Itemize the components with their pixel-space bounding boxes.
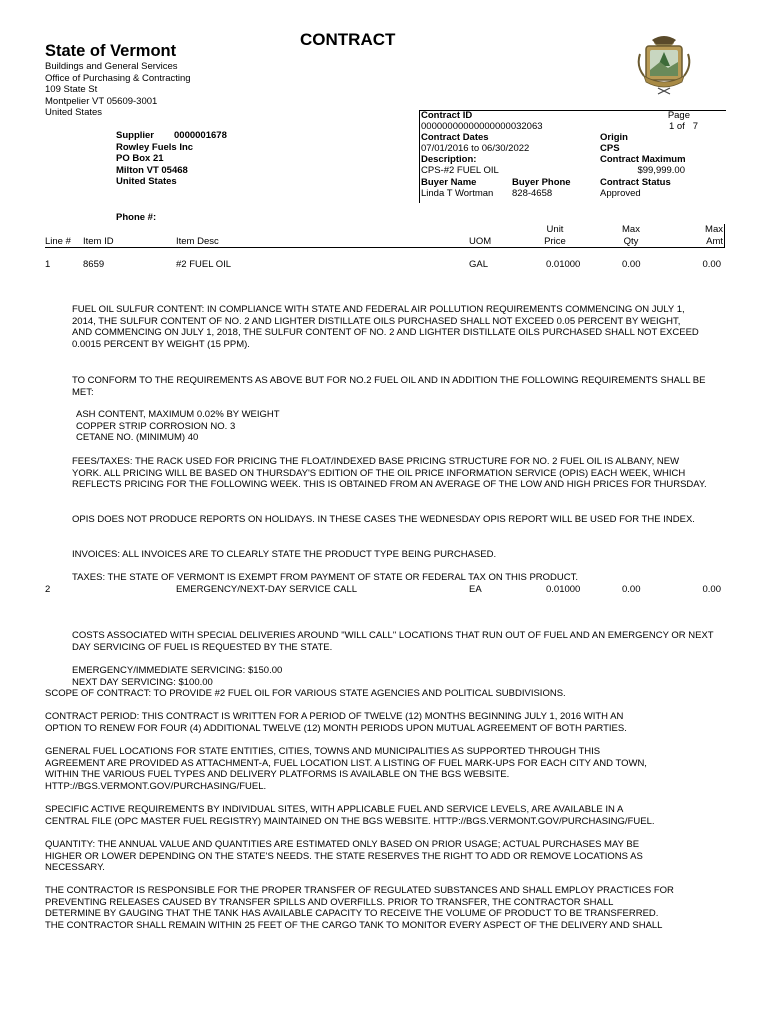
row-item-id: 8659 [83, 259, 105, 270]
paragraph-taxes: TAXES: THE STATE OF VERMONT IS EXEMPT FROM PAYMENT OF STATE OR FEDERAL TAX ON THIS PRODUCT. [72, 572, 579, 583]
contract-status-value: Approved [600, 188, 641, 199]
row-max-amt: 0.00 [702, 584, 721, 595]
origin-value: CPS [600, 143, 620, 154]
paragraph-contractor-responsibility: THE CONTRACTOR IS RESPONSIBLE FOR THE PROPER TRANSFER OF REGULATED SUBSTANCES AND SHALL EMPLOY PRACTICES FOR PREVENTING RELEASES CAUSED BY TRANSFER SPILLS AND OVERFILLS. PRIOR TO TRANSFER, THE CONTRACTOR SHALL DETERMINE BY GAUGING THAT THE TANK HAS AVAILABLE CAPACITY TO RECEIVE THE VOLUME OF PRODUCT TO BE TRANSFERRED. THE CONTRACTOR SHALL REMAIN WITHIN 25 FEET OF THE CARGO TANK TO MONITOR EVERY ASPECT OF THE DELIVERY AND SHALL [45, 885, 674, 931]
row-unit-price: 0.01000 [546, 259, 581, 270]
col-header-unit-price: Unit Price [544, 224, 566, 247]
address-line: 109 State St [45, 84, 98, 95]
description-value: CPS-#2 FUEL OIL [421, 165, 499, 176]
paragraph-sulfur-content: FUEL OIL SULFUR CONTENT: IN COMPLIANCE WITH STATE AND FEDERAL AIR POLLUTION REQUIREMENTS COMMENCING ON JULY 1, 2014, THE SULFUR CONTENT OF NO. 2 AND LIGHTER DISTILLATE OILS PURCHASED SHALL NOT EXCEED 0.05 PERCENT BY WEIGHT, AND COMMENCING ON JULY 1, 2018, THE SULFUR CONTENT OF NO. 2 AND LIGHTER DISTILLATE OILS PURCHASED SHALL NOT EXCEED 0.0015 PERCENT BY WEIGHT (15 PPM). [72, 304, 699, 350]
origin-label: Origin [600, 132, 628, 143]
paragraph-opis: OPIS DOES NOT PRODUCE REPORTS ON HOLIDAYS. IN THESE CASES THE WEDNESDAY OPIS REPORT WILL BE USED FOR THE INDEX. [72, 514, 695, 525]
row-max-qty: 0.00 [622, 584, 641, 595]
table-header-border [724, 224, 725, 248]
col-header-line: Line # [45, 236, 71, 247]
row-line: 2 [45, 584, 51, 595]
paragraph-special-deliveries: COSTS ASSOCIATED WITH SPECIAL DELIVERIES AROUND "WILL CALL" LOCATIONS THAT RUN OUT OF FUEL AND AN EMERGENCY OR NEXT DAY SERVICING OF FUEL IS REQUESTED BY THE STATE. [72, 630, 714, 653]
col-header-uom: UOM [469, 236, 492, 247]
supplier-label: Supplier [116, 130, 155, 141]
description-label: Description: [421, 154, 477, 165]
paragraph-specs: ASH CONTENT, MAXIMUM 0.02% BY WEIGHT COPPER STRIP CORROSION NO. 3 CETANE NO. (MINIMUM) 40 [76, 409, 280, 443]
paragraph-service-fees: EMERGENCY/IMMEDIATE SERVICING: $150.00 NEXT DAY SERVICING: $100.00 [72, 665, 283, 688]
col-header-max-qty: Max Qty [622, 224, 640, 247]
contract-id-value: 00000000000000000032063 [421, 121, 543, 132]
row-uom: GAL [469, 259, 489, 270]
contract-dates-label: Contract Dates [421, 132, 489, 143]
supplier-address-line: United States [116, 176, 177, 187]
paragraph-scope: SCOPE OF CONTRACT: TO PROVIDE #2 FUEL OIL FOR VARIOUS STATE AGENCIES AND POLITICAL SUBDIVISIONS. [45, 688, 566, 699]
paragraph-quantity: QUANTITY: THE ANNUAL VALUE AND QUANTITIES ARE ESTIMATED ONLY BASED ON PRIOR USAGE; ACTUAL PURCHASES MAY BE HIGHER OR LOWER DEPENDING ON THE STATE'S NEEDS. THE STATE RESERVES THE RIGHT TO ADD OR REMOVE LOCATIONS AS NECESSARY. [45, 839, 643, 873]
page-label: Page [667, 110, 690, 121]
phone-label: Phone #: [116, 212, 157, 223]
paragraph-requirements: TO CONFORM TO THE REQUIREMENTS AS ABOVE BUT FOR NO.2 FUEL OIL AND IN ADDITION THE FOLLOWING REQUIREMENTS SHALL BE MET: [72, 375, 706, 398]
row-desc: #2 FUEL OIL [176, 259, 232, 270]
table-header-rule [45, 247, 725, 248]
row-max-amt: 0.00 [702, 259, 721, 270]
supplier-block [116, 130, 227, 188]
vermont-seal-icon [632, 32, 696, 96]
agency-address [45, 61, 191, 119]
col-header-item-desc: Item Desc [176, 236, 219, 247]
buyer-phone-value: 828-4658 [512, 188, 553, 199]
contract-max-value: $99,999.00 [637, 165, 685, 176]
contract-status-label: Contract Status [600, 177, 671, 188]
page-value: 1 of 7 [668, 121, 698, 132]
buyer-name-value: Linda T Wortman [421, 188, 494, 199]
supplier-id: 0000001678 [174, 130, 227, 141]
row-max-qty: 0.00 [622, 259, 641, 270]
row-uom: EA [469, 584, 482, 595]
col-header-item-id: Item ID [83, 236, 114, 247]
supplier-name: Rowley Fuels Inc [116, 141, 194, 153]
paragraph-contract-period: CONTRACT PERIOD: THIS CONTRACT IS WRITTEN FOR A PERIOD OF TWELVE (12) MONTHS BEGINNING JULY 1, 2016 WITH AN OPTION TO RENEW FOR FOUR (4) ADDITIONAL TWELVE (12) MONTH PERIODS UPON MUTUAL AGREEMENT OF BOTH PARTIES. [45, 711, 627, 734]
address-line: Montpelier VT 05609-3001 [45, 95, 158, 107]
supplier-address-line: Milton VT 05468 [116, 164, 188, 176]
document-title: CONTRACT [300, 30, 396, 49]
row-line: 1 [45, 259, 51, 270]
contract-max-label: Contract Maximum [600, 154, 686, 165]
buyer-name-label: Buyer Name [421, 177, 477, 188]
paragraph-invoices: INVOICES: ALL INVOICES ARE TO CLEARLY STATE THE PRODUCT TYPE BEING PURCHASED. [72, 549, 497, 560]
paragraph-site-requirements: SPECIFIC ACTIVE REQUIREMENTS BY INDIVIDUAL SITES, WITH APPLICABLE FUEL AND SERVICE LEVELS, ARE AVAILABLE IN A CENTRAL FILE (OPC MASTER FUEL REGISTRY) MAINTAINED ON THE BGS WEBSITE. HTTP://BGS.VERMONT.GOV/PURCHASING/FUEL. [45, 804, 655, 827]
paragraph-fuel-locations: GENERAL FUEL LOCATIONS FOR STATE ENTITIES, CITIES, TOWNS AND MUNICIPALITIES AS SUPPORTED THROUGH THIS AGREEMENT ARE PROVIDED AS ATTACHMENT-A, FUEL LOCATION LIST. A LISTING OF FUEL MARK-UPS FOR EACH CITY AND TOWN, WITHIN THE VARIOUS FUEL TYPES AND DELIVERY PLATFORMS IS AVAILABLE ON THE BGS WEBSITE. HTTP://BGS.VERMONT.GOV/PURCHASING/FUEL. [45, 746, 647, 792]
paragraph-fees-taxes: FEES/TAXES: THE RACK USED FOR PRICING THE FLOAT/INDEXED BASE PRICING STRUCTURE FOR NO. 2 FUEL OIL IS ALBANY, NEW YORK. ALL PRICING WILL BE BASED ON THURSDAY'S EDITION OF THE OIL PRICE INFORMATION SERVICE (OPIS) EACH WEEK, WHICH REFLECTS PRICING FOR THE FOLLOWING WEEK. THIS IS OBTAINED FROM AN AVERAGE OF THE LOW AND HIGH PRICES FOR THURSDAY. [72, 456, 707, 490]
row-desc: EMERGENCY/NEXT-DAY SERVICE CALL [176, 584, 358, 595]
address-line: United States [45, 107, 103, 118]
col-header-max-amt: Max Amt [705, 224, 723, 247]
contract-id-label: Contract ID [421, 110, 473, 121]
contract-dates-value: 07/01/2016 to 06/30/2022 [421, 143, 530, 154]
supplier-address-line: PO Box 21 [116, 153, 164, 164]
address-line: Buildings and General Services [45, 61, 178, 72]
state-name: State of Vermont [45, 42, 177, 60]
row-unit-price: 0.01000 [546, 584, 581, 595]
address-line: Office of Purchasing & Contracting [45, 72, 191, 84]
buyer-phone-label: Buyer Phone [512, 177, 571, 188]
